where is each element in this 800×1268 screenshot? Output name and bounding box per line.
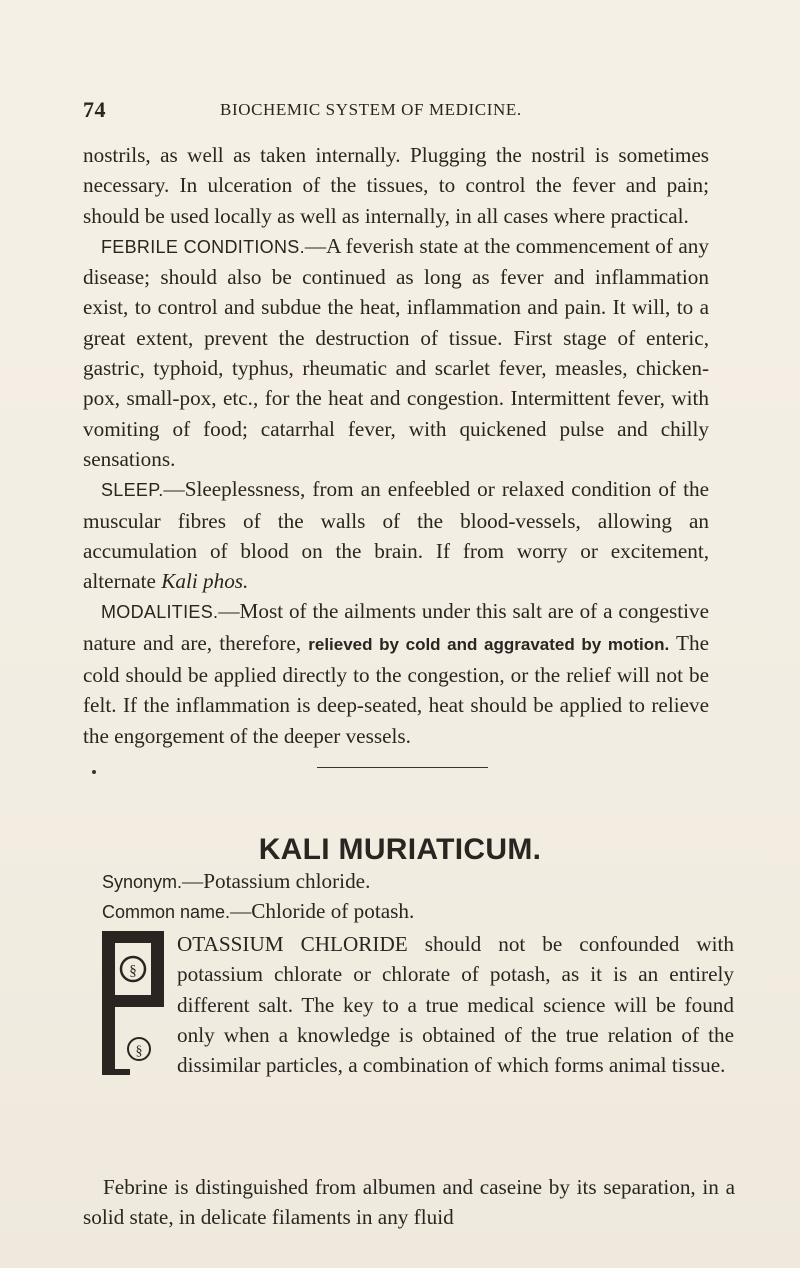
modalities-text-a: —Most of the ailments under this salt are of a congestive nature and are, therefore, [83,599,709,655]
synonym-line [102,869,370,894]
common-name-line [102,899,414,924]
svg-text:§: § [135,1044,143,1059]
fibrine-paragraph [83,1172,735,1233]
modalities-text-b: The cold should be applied directly to the congestion, or the relief will not be felt. If the inflammation is deep-seated, heat should be applied to relieve the engorgement of the deeper vessels. [83,630,709,748]
synonym-label: Synonym. [102,872,183,892]
heading-modalities: MODALITIES. [101,602,219,623]
paragraph-modalities [83,596,709,750]
febrile-text: —A feverish state at the commencement of any disease; should also be continued as long as fever and inflammation exist, to control and subdue the heat, inflammation and pain. It will, to a great extent, prevent the destruction of tissue. First stage of enteric, gastric, typhoid, typhus, rheumatic and scarlet fever, measles, chicken-pox, small-pox, etc., for the heat and congestion. Intermittent fever, with vomiting of food; catarrhal fever, with quickened pulse and chilly sensations. [83,233,709,471]
heading-febrile-conditions: FEBRILE CONDITIONS. [101,236,305,257]
heading-sleep: SLEEP. [101,480,164,501]
sleep-italic-remedy: Kali phos. [161,569,249,594]
svg-text:§: § [129,963,137,979]
running-title: BIOCHEMIC SYSTEM OF MEDICINE. [220,100,522,119]
dropcap-paragraph [177,929,734,1080]
sleep-text: —Sleeplessness, from an enfeebled or relaxed condition of the muscular fibres of the walls of the blood-vessels, allowing an accumulation of blood on the brain. If from worry or excitement, alternate [83,477,709,594]
intro-text: OTASSIUM CHLORIDE should not be confounded with potassium chlorate or chlorate of potash, as it is an entirely different salt. The key to a true medical science will be found only when a knowledge is obtained of the true relation of the dissimilar particles, a combination of which forms animal tissue. [177,932,734,1078]
body-text [83,140,709,751]
page-number: 74 [83,97,106,122]
section-divider [317,767,488,768]
dropcap-letter-graphic [102,931,164,1075]
ink-speck [92,770,96,774]
fibrine-text: Febrine is distinguished from albumen and caseine by its separation, in a solid state, in delicate filaments in any fluid [83,1175,735,1230]
paragraph-nostrils: nostrils, as well as taken internally. Plugging the nostril is sometimes necessary. In ulceration of the tissues, to control the fever and pain; should be used locally as well as internally, in all cases where practical. [83,143,709,228]
common-name-text: —Chloride of potash. [230,899,415,923]
section-title: KALI MURIATICUM. [258,833,542,866]
common-name-label: Common name. [102,902,231,922]
paragraph-febrile [83,231,709,474]
modalities-bold: relieved by cold and aggravated by motion. [308,634,670,654]
page-header [83,97,723,127]
synonym-text: —Potassium chloride. [182,869,371,893]
dropcap-p [102,931,164,1075]
paragraph-sleep [83,474,709,596]
